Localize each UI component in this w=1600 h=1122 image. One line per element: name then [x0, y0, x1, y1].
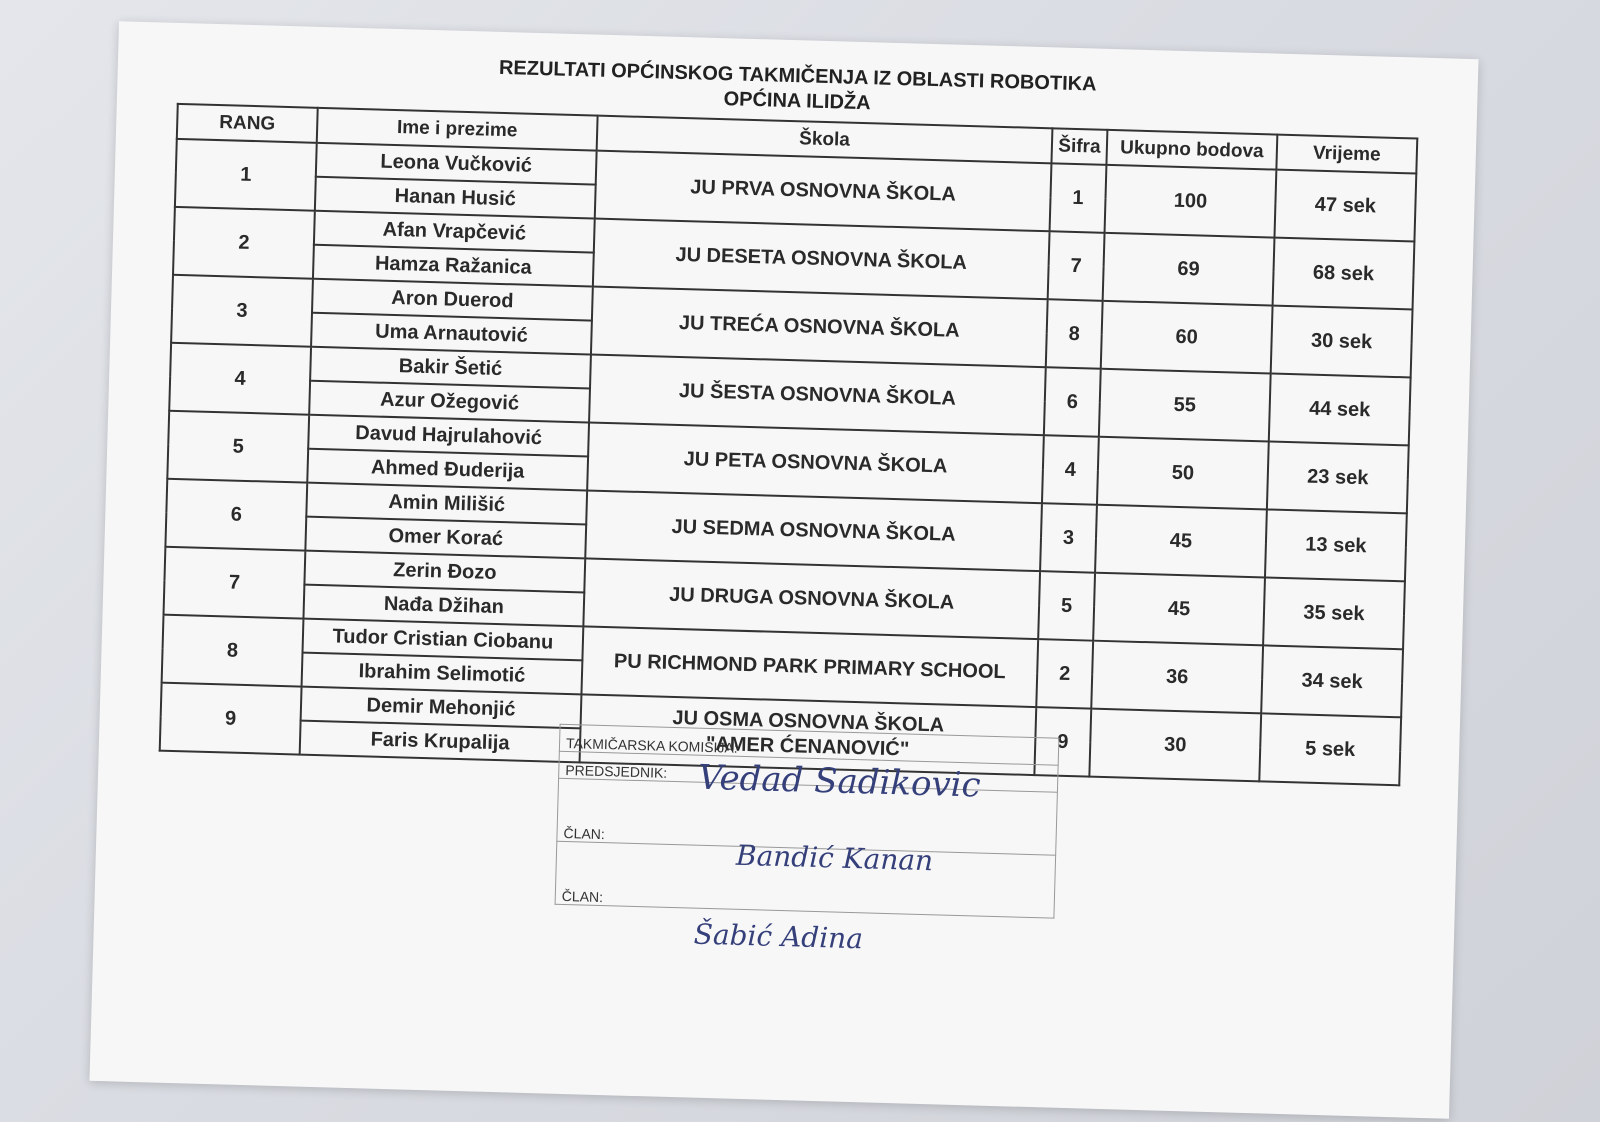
- signature-member-1: Bandić Kanan: [735, 838, 934, 878]
- signature-member-2: Šabić Adina: [693, 917, 864, 956]
- school-cell: [593, 219, 1050, 300]
- school-name: JU PRVA OSNOVNA ŠKOLA: [690, 175, 957, 206]
- school-name: PU RICHMOND PARK PRIMARY SCHOOL: [613, 649, 1006, 683]
- participant-name: Davud Hajrulahović: [308, 415, 589, 457]
- participant-name: Nađa Džihan: [303, 585, 584, 627]
- code-cell: 6: [1044, 367, 1101, 437]
- school-cell: [585, 490, 1042, 571]
- header-code: Šifra: [1051, 128, 1107, 165]
- points-cell: 30: [1089, 709, 1261, 782]
- rank-cell: 3: [171, 275, 313, 347]
- participant-name: Amin Milišić: [306, 483, 587, 525]
- participant-name: Ibrahim Selimotić: [302, 653, 583, 695]
- participant-name: Omer Korać: [305, 517, 586, 559]
- participant-name: Tudor Cristian Ciobanu: [303, 619, 584, 661]
- header-points: Ukupno bodova: [1106, 130, 1277, 170]
- participant-name: Leona Vučković: [316, 143, 597, 185]
- participant-name: Hamza Ražanica: [313, 245, 594, 287]
- participant-name: Faris Krupalija: [300, 721, 581, 763]
- rank-cell: 1: [175, 139, 317, 211]
- school-cell: [581, 626, 1038, 707]
- time-cell: 5 sek: [1259, 713, 1401, 785]
- signature-president: Vedad Sadikovic: [697, 757, 982, 806]
- rank-cell: 6: [165, 479, 307, 551]
- code-cell: 7: [1048, 231, 1105, 301]
- points-cell: 45: [1093, 573, 1265, 646]
- school-name: JU DRUGA OSNOVNA ŠKOLA: [668, 583, 955, 614]
- results-table: [159, 103, 1419, 786]
- title-line-2: OPĆINA ILIDŽA: [723, 88, 871, 115]
- time-cell: 47 sek: [1274, 170, 1416, 242]
- school-cell: [595, 151, 1052, 232]
- participant-name: Aron Duerod: [312, 279, 593, 321]
- school-cell: [583, 558, 1040, 639]
- participant-name: Afan Vrapčević: [314, 211, 595, 253]
- school-name: JU TREĆA OSNOVNA ŠKOLA: [678, 311, 960, 342]
- points-cell: 45: [1095, 505, 1267, 578]
- school-cell: [591, 287, 1048, 368]
- school-name: JU ŠESTA OSNOVNA ŠKOLA: [678, 379, 957, 410]
- school-cell: [587, 422, 1044, 503]
- code-cell: 1: [1050, 163, 1107, 233]
- time-cell: 13 sek: [1265, 509, 1407, 581]
- points-cell: 36: [1091, 641, 1263, 714]
- member1-label: ČLAN:: [557, 778, 1058, 855]
- code-cell: 2: [1036, 639, 1093, 709]
- school-name: JU SEDMA OSNOVNA ŠKOLA: [671, 515, 956, 546]
- rank-cell: 9: [160, 683, 302, 755]
- school-name-line-2: "AMER ĆENANOVIĆ": [705, 732, 910, 761]
- participant-name: Ahmed Đuderija: [307, 449, 588, 491]
- time-cell: 44 sek: [1269, 374, 1411, 446]
- participant-name: Demir Mehonjić: [301, 687, 582, 729]
- results-body: [160, 139, 1417, 785]
- time-cell: 35 sek: [1263, 577, 1405, 649]
- time-cell: 34 sek: [1261, 645, 1403, 717]
- code-cell: 4: [1042, 435, 1099, 505]
- rank-cell: 5: [167, 411, 309, 483]
- points-cell: 50: [1097, 437, 1269, 510]
- header-time: Vrijeme: [1276, 135, 1417, 174]
- points-cell: 100: [1105, 165, 1277, 238]
- code-cell: 5: [1038, 571, 1095, 641]
- code-cell: 8: [1046, 299, 1103, 369]
- header-school: Škola: [597, 116, 1053, 164]
- code-cell: 9: [1034, 707, 1091, 777]
- commission-table: [555, 724, 1060, 919]
- member2-label: ČLAN:: [555, 841, 1056, 918]
- points-cell: 69: [1103, 233, 1275, 306]
- participant-name: Azur Ožegović: [309, 381, 590, 423]
- school-cell: [589, 355, 1046, 436]
- points-cell: 55: [1099, 369, 1271, 442]
- participant-name: Bakir Šetić: [310, 347, 591, 389]
- time-cell: 68 sek: [1273, 238, 1415, 310]
- header-name: Ime i prezime: [317, 108, 598, 151]
- title-line-1: REZULTATI OPĆINSKOG TAKMIČENJA IZ OBLASTI ROBOTIKA: [498, 56, 1097, 96]
- rank-cell: 2: [173, 207, 315, 279]
- participant-name: Zerin Đozo: [304, 551, 585, 593]
- school-name: JU DESETA OSNOVNA ŠKOLA: [675, 243, 968, 274]
- commission-heading: TAKMIČARSKA KOMISIJA:: [559, 724, 1059, 765]
- rank-cell: 8: [162, 615, 304, 687]
- participant-name: Hanan Husić: [315, 177, 596, 219]
- results-sheet: [89, 21, 1478, 1119]
- school-name: JU PETA OSNOVNA ŠKOLA: [683, 447, 948, 478]
- rank-cell: 7: [164, 547, 306, 619]
- school-name: JU OSMA OSNOVNA ŠKOLA: [672, 706, 945, 737]
- president-label: PREDSJEDNIK:: [559, 751, 1059, 792]
- rank-cell: 4: [169, 343, 311, 415]
- time-cell: 23 sek: [1267, 441, 1409, 513]
- points-cell: 60: [1101, 301, 1273, 374]
- header-rank: RANG: [177, 104, 318, 143]
- time-cell: 30 sek: [1271, 306, 1413, 378]
- code-cell: 3: [1040, 503, 1097, 573]
- participant-name: Uma Arnautović: [311, 313, 592, 355]
